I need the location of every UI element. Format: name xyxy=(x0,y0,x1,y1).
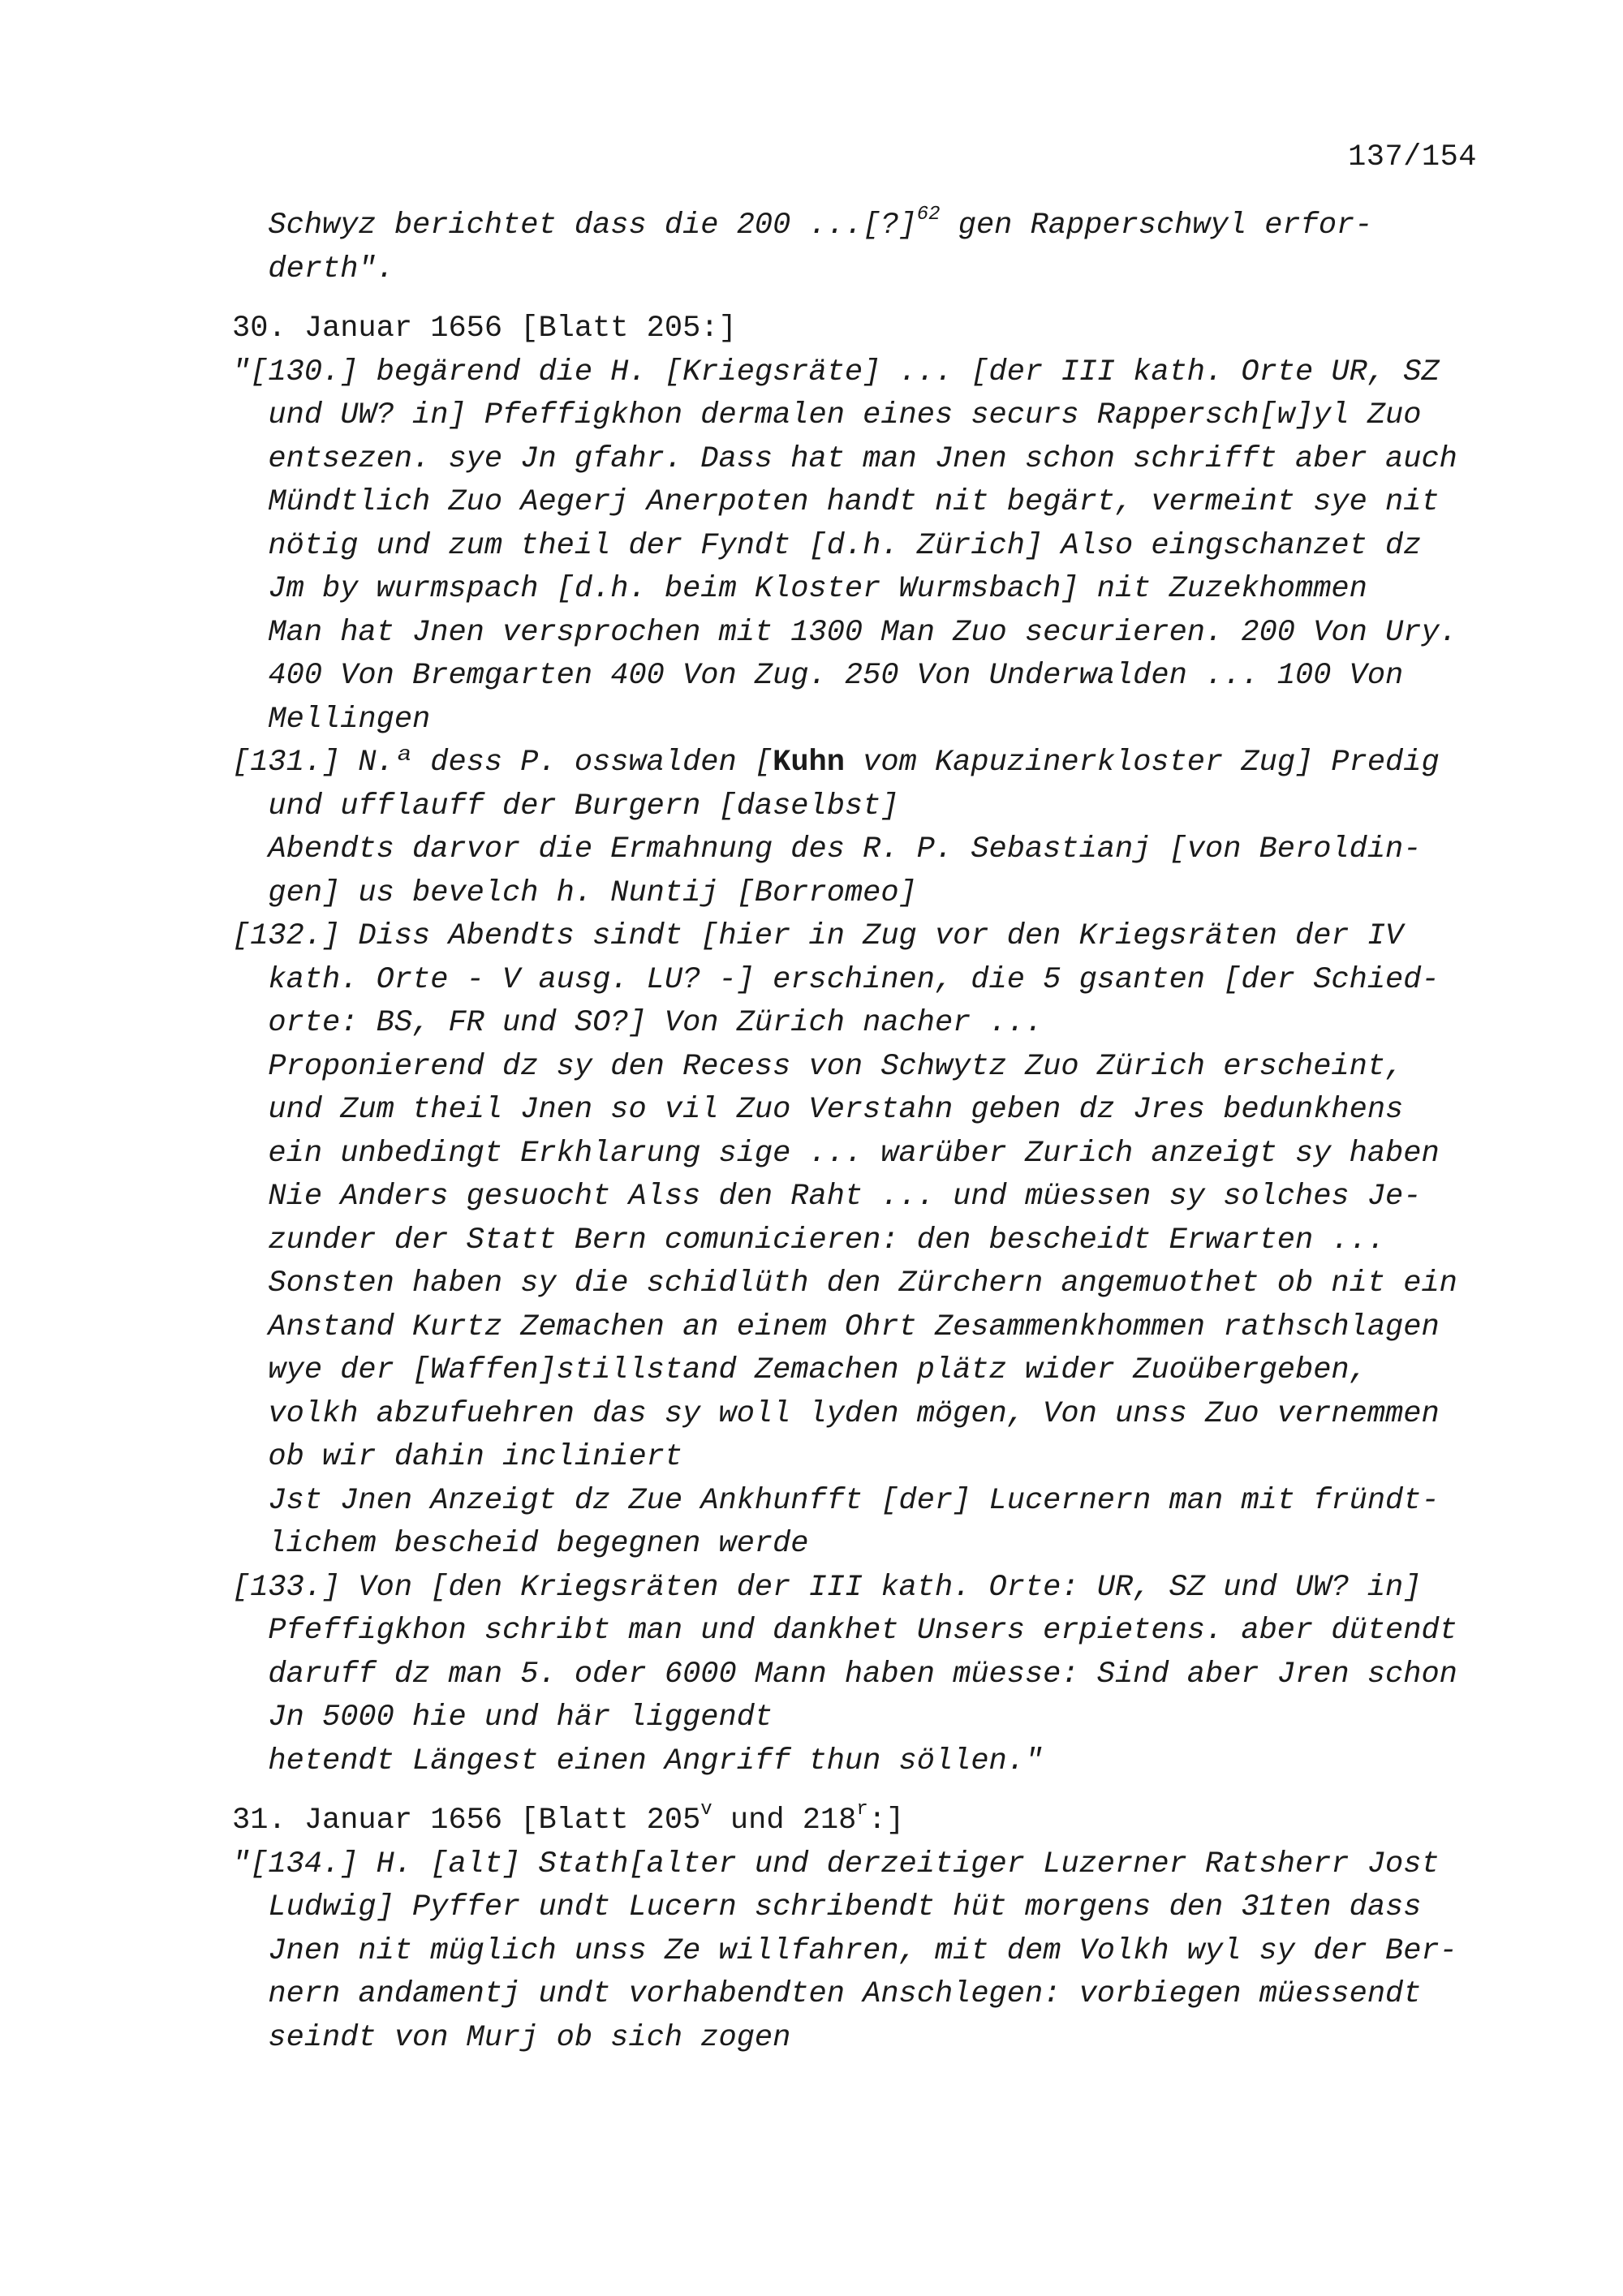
entry-133 xyxy=(232,1567,1498,1784)
text-line: derth". xyxy=(232,252,394,286)
date-heading-31-januar xyxy=(232,1799,1498,1843)
text-line: [133.] Von [den Kriegsräten der III kath. Orte: UR, SZ und UW? in] xyxy=(232,1570,1422,1605)
text-line: Jn 5000 hie und här liggendt xyxy=(232,1701,773,1735)
heading-text: :] xyxy=(867,1804,905,1838)
text-line: Sonsten haben sy die schidlüth den Zürchern angemuothet ob nit ein xyxy=(232,1266,1457,1301)
folio-recto-marker: r xyxy=(856,1798,868,1821)
text-line: Mündtlich Zuo Aegerj Anerpoten handt nit begärt, vermeint sye nit xyxy=(232,485,1440,519)
text-line: wye der [Waffen]stillstand Zemachen plätz wider Zuoübergeben, xyxy=(232,1353,1367,1387)
text-line: "[130.] begärend die H. [Kriegsräte] ... [der III kath. Orte UR, SZ xyxy=(232,355,1440,389)
text-line: vom Kapuzinerkloster Zug] Predig xyxy=(844,746,1440,780)
transcription-body xyxy=(232,204,1498,2060)
text-line: ein unbedingt Erkhlarung sige ... warüber Zurich anzeigt sy haben xyxy=(232,1136,1440,1171)
text-line: hetendt Längest einen Angriff thun söllen." xyxy=(232,1743,1044,1778)
text-line: Schwyz berichtet dass die 200 ...[?] xyxy=(232,209,917,243)
entry-132 xyxy=(232,915,1498,1567)
text-line: "[134.] H. [alt] Stath[alter und derzeitiger Luzerner Ratsherr Jost xyxy=(232,1847,1440,1881)
text-line: nötig und zum theil der Fyndt [d.h. Zürich] Also eingschanzet dz xyxy=(232,528,1422,563)
text-line: daruff dz man 5. oder 6000 Mann haben müesse: Sind aber Jren schon xyxy=(232,1657,1457,1692)
text-line: ob wir dahin incliniert xyxy=(232,1440,683,1474)
entry-134 xyxy=(232,1843,1498,2061)
text-line: kath. Orte - V ausg. LU? -] erschinen, die 5 gsanten [der Schied- xyxy=(232,962,1440,997)
text-line: orte: BS, FR und SO?] Von Zürich nacher ... xyxy=(232,1006,1044,1040)
text-line: Anstand Kurtz Zemachen an einem Ohrt Zesammenkhommen rathschlagen xyxy=(232,1309,1440,1344)
text-line: und UW? in] Pfeffigkhon dermalen eines securs Rappersch[w]yl Zuo xyxy=(232,398,1422,432)
page-number: 137/154 xyxy=(1348,140,1477,174)
text-line: volkh abzufuehren das sy woll lyden mögen, Von unss Zuo vernemmen xyxy=(232,1396,1440,1431)
text-line: Jnen nit müglich unss Ze willfahren, mit dem Volkh wyl sy der Ber- xyxy=(232,1933,1457,1968)
text-line: Jst Jnen Anzeigt dz Zue Ankhunfft [der] Lucernern man mit fründt- xyxy=(232,1483,1440,1518)
text-line: [131.] N.ª dess P. osswalden [ xyxy=(232,746,773,780)
footnote-marker: 62 xyxy=(916,203,941,226)
entry-131 xyxy=(232,742,1498,915)
date-heading-30-januar: 30. Januar 1656 [Blatt 205:] xyxy=(232,312,737,346)
text-line: 400 Von Bremgarten 400 Von Zug. 250 Von Underwalden ... 100 Von xyxy=(232,659,1404,693)
heading-text: 31. Januar 1656 [Blatt 205 xyxy=(232,1804,701,1838)
text-line: Mellingen xyxy=(232,702,431,737)
text-line: Nie Anders gesuocht Alss den Raht ... und müessen sy solches Je- xyxy=(232,1180,1422,1214)
entry-130 xyxy=(232,351,1498,742)
text-line: nern andamentj undt vorhabendten Anschlegen: vorbiegen müessendt xyxy=(232,1977,1422,2011)
text-line: lichem bescheid begegnen werde xyxy=(232,1527,809,1561)
text-line: seindt von Murj ob sich zogen xyxy=(232,2020,791,2055)
continuation-quote xyxy=(232,204,1498,291)
text-line: zunder der Statt Bern comunicieren: den bescheidt Erwarten ... xyxy=(232,1223,1386,1258)
text-line: und ufflauff der Burgern [daselbst] xyxy=(232,789,899,823)
text-line: Proponierend dz sy den Recess von Schwytz Zuo Zürich erscheint, xyxy=(232,1049,1404,1084)
text-line: Man hat Jnen versprochen mit 1300 Man Zuo securieren. 200 Von Ury. xyxy=(232,615,1457,650)
text-line: und Zum theil Jnen so vil Zuo Verstahn geben dz Jres bedunkhens xyxy=(232,1093,1404,1127)
text-line: Ludwig] Pyffer undt Lucern schribendt hüt morgens den 31ten dass xyxy=(232,1890,1422,1924)
text-line: Abendts darvor die Ermahnung des R. P. Sebastianj [von Beroldin- xyxy=(232,832,1422,866)
bold-name-kuhn: Kuhn xyxy=(773,746,845,780)
text-line: Pfeffigkhon schribt man und dankhet Unsers erpietens. aber dütendt xyxy=(232,1614,1457,1648)
folio-verso-marker: v xyxy=(700,1798,712,1821)
text-line: gen] us bevelch h. Nuntij [Borromeo] xyxy=(232,875,917,910)
text-line: gen Rapperschwyl erfor- xyxy=(940,209,1373,243)
heading-text: und 218 xyxy=(712,1804,857,1838)
text-line: Jm by wurmspach [d.h. beim Kloster Wurmsbach] nit Zuzekhommen xyxy=(232,572,1367,606)
text-line: [132.] Diss Abendts sindt [hier in Zug vor den Kriegsräten der IV xyxy=(232,919,1404,953)
text-line: entsezen. sye Jn gfahr. Dass hat man Jnen schon schrifft aber auch xyxy=(232,441,1457,476)
